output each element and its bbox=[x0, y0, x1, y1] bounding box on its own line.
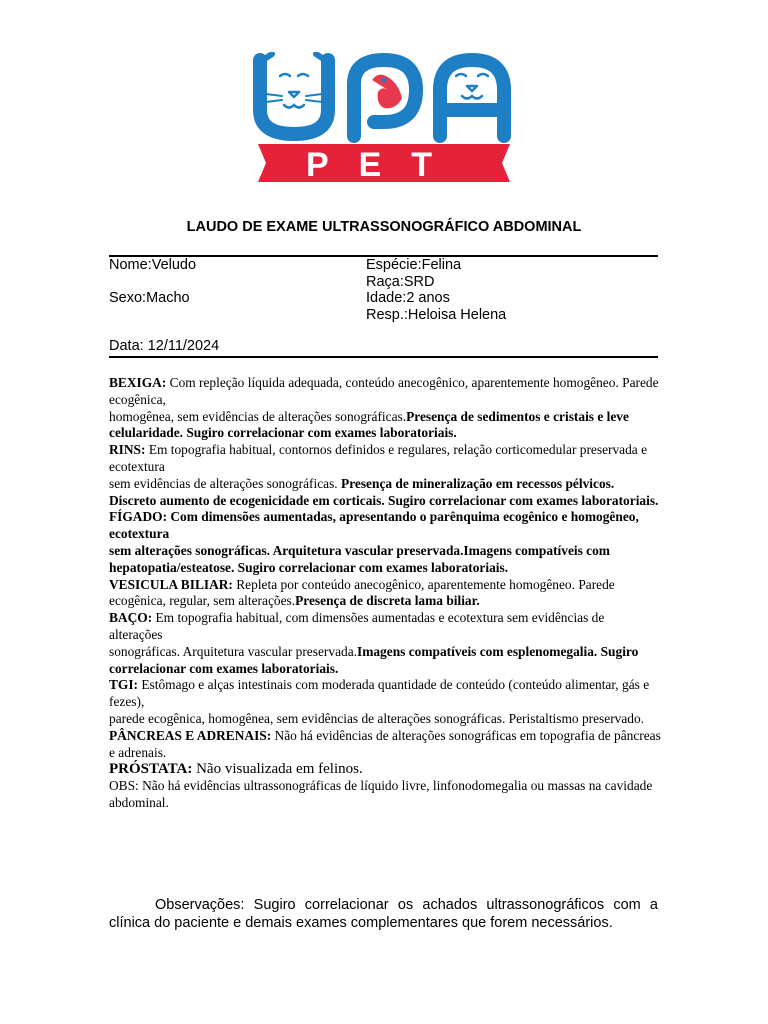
bexiga-finding: Presença de sedimentos e cristais e leve celularidade. Sugiro correlacionar com exames laboratoriais. bbox=[109, 408, 629, 441]
section-prostata bbox=[109, 761, 661, 778]
vesicula-text-1: Repleta por conteúdo anecogênico, aparentemente homogêneo. Parede ecogênica, regular, sem alterações. bbox=[109, 576, 615, 609]
rins-label: RINS: bbox=[109, 442, 146, 458]
logo-letter-a bbox=[440, 60, 504, 136]
bexiga-text-2: homogênea, sem evidências de alterações sonográficas. bbox=[109, 408, 407, 424]
bexiga-text-1: Com repleção líquida adequada, conteúdo anecogênico, aparentemente homogêneo. Parede ecogênica, bbox=[109, 375, 659, 407]
section-figado bbox=[109, 509, 661, 543]
tgi-label: TGI: bbox=[109, 677, 139, 693]
pancreas-text-1: Não há evidências de alterações sonográficas em topografia de pâncreas e adrenais. bbox=[109, 727, 661, 760]
baco-text-2: sonográficas. Arquitetura vascular preservada. bbox=[109, 643, 357, 659]
logo-word-pet: PET bbox=[305, 146, 463, 184]
exam-date: Data: 12/11/2024 bbox=[109, 338, 220, 354]
baco-finding: Imagens compatíveis com esplenomegalia. Sugiro correlacionar com exames laboratoriais. bbox=[109, 643, 639, 676]
section-tgi bbox=[109, 677, 661, 711]
rins-text-1: Em topografia habitual, contornos definidos e regulares, relação corticomedular preservada e ecotextura bbox=[109, 442, 648, 474]
upa-pet-logo bbox=[252, 52, 516, 190]
tgi-text-1: Estômago e alças intestinais com moderada quantidade de conteúdo (conteúdo alimentar, gás e fezes), bbox=[109, 677, 650, 710]
section-baco bbox=[109, 610, 661, 644]
document-title: LAUDO DE EXAME ULTRASSONOGRÁFICO ABDOMINAL bbox=[186, 219, 582, 235]
patient-breed: Raça:SRD bbox=[366, 274, 435, 290]
patient-species: Espécie:Felina bbox=[366, 257, 462, 273]
rins-text-2: sem evidências de alterações sonográficas. bbox=[109, 475, 342, 491]
patient-sex: Sexo:Macho bbox=[109, 290, 190, 306]
baco-text-1: Em topografia habitual, com dimensões aumentadas e ecotextura sem evidências de alterações bbox=[109, 610, 605, 642]
patient-age: Idade:2 anos bbox=[366, 290, 450, 306]
figado-label: FÍGADO: bbox=[109, 509, 168, 525]
prostata-text-1: Não visualizada em felinos. bbox=[192, 761, 363, 778]
section-bexiga bbox=[109, 375, 661, 409]
rins-finding: Presença de mineralização em recessos pélvicos. Discreto aumento de ecogenicidade em corticais. Sugiro correlacionar com exames laboratoriais. bbox=[109, 475, 659, 508]
vesicula-finding: Presença de discreta lama biliar. bbox=[295, 593, 480, 609]
report-body bbox=[109, 375, 661, 812]
figado-text-1: Com dimensões aumentadas, apresentando o parênquima ecogênico e homogêneo, ecotextura bbox=[109, 509, 639, 542]
section-rins bbox=[109, 442, 661, 476]
prostata-label: PRÓSTATA: bbox=[109, 761, 193, 778]
baco-label: BAÇO: bbox=[109, 610, 153, 626]
header-bottom-rule bbox=[109, 356, 658, 358]
obs-note: OBS: Não há evidências ultrassonográficas de líquido livre, linfonodomegalia ou massas na cavidade abdominal. bbox=[109, 778, 653, 810]
figado-finding: sem alterações sonográficas. Arquitetura vascular preservada.Imagens compatíveis com hepatopatia/esteatose. Sugiro correlacionar com exames laboratoriais. bbox=[109, 542, 610, 575]
pancreas-label: PÂNCREAS E ADRENAIS: bbox=[109, 727, 272, 743]
patient-name: Nome:Veludo bbox=[109, 257, 197, 273]
tgi-text-2: parede ecogênica, homogênea, sem evidências de alterações sonográficas. Peristaltismo preservado. bbox=[109, 710, 645, 726]
section-vesicula bbox=[109, 577, 661, 611]
vesicula-label: VESICULA BILIAR: bbox=[109, 576, 233, 592]
observations-paragraph: Observações: Sugiro correlacionar os achados ultrassonográficos com a clínica do paciente e demais exames complementares que forem necessários. bbox=[109, 897, 658, 931]
patient-responsible: Resp.:Heloisa Helena bbox=[366, 307, 507, 323]
section-pancreas bbox=[109, 728, 661, 762]
bexiga-label: BEXIGA: bbox=[109, 375, 167, 390]
